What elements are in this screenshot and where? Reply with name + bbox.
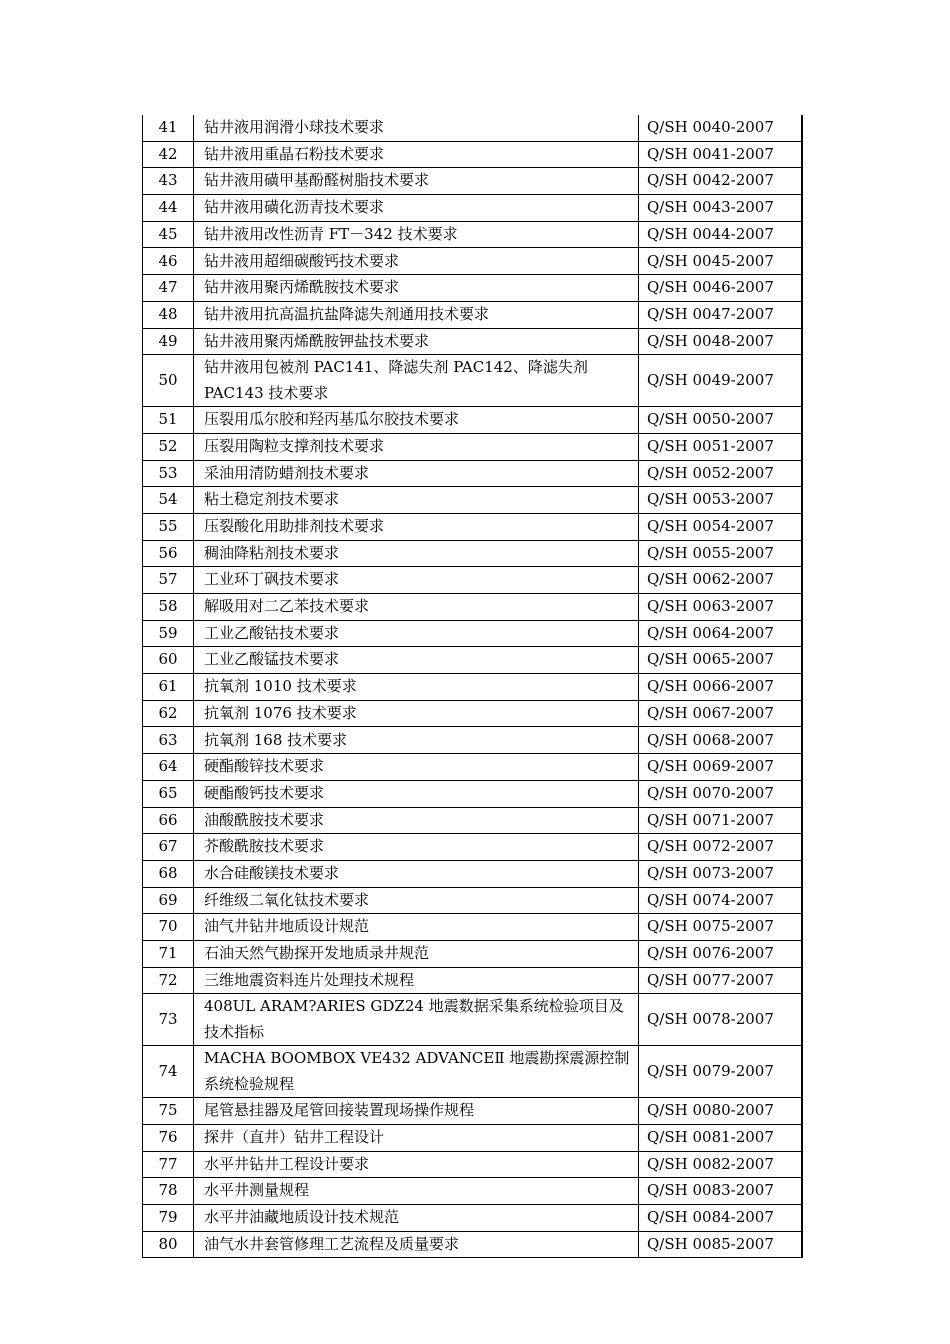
table-row [143,567,803,594]
standard-code: Q/SH 0064-2007 [639,620,803,647]
table-row [143,487,803,514]
standard-name: 油酸酰胺技术要求 [194,807,639,834]
table-row [143,513,803,540]
row-number: 47 [143,275,194,302]
table-row [143,700,803,727]
table-row [143,754,803,781]
row-number: 78 [143,1178,194,1205]
row-number: 69 [143,887,194,914]
standard-code: Q/SH 0054-2007 [639,513,803,540]
table-row [143,780,803,807]
row-number: 62 [143,700,194,727]
row-number: 79 [143,1205,194,1232]
standard-code: Q/SH 0082-2007 [639,1151,803,1178]
row-number: 72 [143,967,194,994]
standard-code: Q/SH 0072-2007 [639,834,803,861]
standard-name: 钻井液用超细碳酸钙技术要求 [194,248,639,275]
table-row [143,115,803,141]
table-row [143,407,803,434]
standard-code: Q/SH 0049-2007 [639,355,803,407]
table-row [143,1098,803,1125]
standard-name: 探井（直井）钻井工程设计 [194,1125,639,1152]
standard-code: Q/SH 0048-2007 [639,328,803,355]
standard-code: Q/SH 0069-2007 [639,754,803,781]
table-row [143,168,803,195]
standard-code: Q/SH 0046-2007 [639,275,803,302]
standard-name: 钻井液用抗高温抗盐降滤失剂通用技术要求 [194,301,639,328]
row-number: 55 [143,513,194,540]
standard-code: Q/SH 0079-2007 [639,1046,803,1098]
row-number: 54 [143,487,194,514]
standard-code: Q/SH 0068-2007 [639,727,803,754]
table-row [143,248,803,275]
row-number: 63 [143,727,194,754]
row-number: 42 [143,141,194,168]
standard-code: Q/SH 0062-2007 [639,567,803,594]
standard-name: 抗氧剂 168 技术要求 [194,727,639,754]
standard-code: Q/SH 0066-2007 [639,674,803,701]
standard-name: 压裂用陶粒支撑剂技术要求 [194,433,639,460]
table-row [143,1205,803,1232]
table-row [143,1125,803,1152]
row-number: 44 [143,195,194,222]
table-row [143,914,803,941]
row-number: 65 [143,780,194,807]
table-row [143,620,803,647]
standard-code: Q/SH 0065-2007 [639,647,803,674]
table-row [143,355,803,407]
standard-code: Q/SH 0080-2007 [639,1098,803,1125]
standard-code: Q/SH 0053-2007 [639,487,803,514]
standard-name: 硬酯酸锌技术要求 [194,754,639,781]
standard-name: 硬酯酸钙技术要求 [194,780,639,807]
table-row [143,727,803,754]
standard-name: 采油用清防蜡剂技术要求 [194,460,639,487]
standard-code: Q/SH 0084-2007 [639,1205,803,1232]
table-row [143,967,803,994]
standard-code: Q/SH 0085-2007 [639,1231,803,1258]
row-number: 80 [143,1231,194,1258]
standard-name: 三维地震资料连片处理技术规程 [194,967,639,994]
standard-code: Q/SH 0075-2007 [639,914,803,941]
standard-name: 水平井测量规程 [194,1178,639,1205]
table-row [143,594,803,621]
row-number: 58 [143,594,194,621]
standard-name: 工业环丁砜技术要求 [194,567,639,594]
standard-name: 钻井液用聚丙烯酰胺技术要求 [194,275,639,302]
standard-code: Q/SH 0070-2007 [639,780,803,807]
row-number: 66 [143,807,194,834]
standard-code: Q/SH 0050-2007 [639,407,803,434]
standard-name: 工业乙酸钴技术要求 [194,620,639,647]
standard-code: Q/SH 0063-2007 [639,594,803,621]
standard-name: 纤维级二氧化钛技术要求 [194,887,639,914]
row-number: 43 [143,168,194,195]
standard-name: 抗氧剂 1076 技术要求 [194,700,639,727]
standard-name: 钻井液用润滑小球技术要求 [194,115,639,141]
table-row [143,1178,803,1205]
standard-name: 水平井钻井工程设计要求 [194,1151,639,1178]
table-row [143,940,803,967]
table-row [143,301,803,328]
row-number: 57 [143,567,194,594]
row-number: 52 [143,433,194,460]
table-row [143,221,803,248]
table-row [143,1046,803,1098]
standard-code: Q/SH 0078-2007 [639,994,803,1046]
table-row [143,674,803,701]
standard-name: 尾管悬挂器及尾管回接装置现场操作规程 [194,1098,639,1125]
row-number: 59 [143,620,194,647]
table-row [143,328,803,355]
row-number: 68 [143,860,194,887]
row-number: 61 [143,674,194,701]
standard-code: Q/SH 0040-2007 [639,115,803,141]
standard-code: Q/SH 0051-2007 [639,433,803,460]
standard-code: Q/SH 0052-2007 [639,460,803,487]
row-number: 67 [143,834,194,861]
table-row [143,195,803,222]
standard-name: 油气水井套管修理工艺流程及质量要求 [194,1231,639,1258]
standard-name: 工业乙酸锰技术要求 [194,647,639,674]
standard-name: 水平井油藏地质设计技术规范 [194,1205,639,1232]
row-number: 41 [143,115,194,141]
row-number: 75 [143,1098,194,1125]
row-number: 49 [143,328,194,355]
standard-code: Q/SH 0081-2007 [639,1125,803,1152]
table-row [143,807,803,834]
table-row [143,1231,803,1258]
standard-name: 钻井液用磺甲基酚醛树脂技术要求 [194,168,639,195]
row-number: 60 [143,647,194,674]
standard-name: 芥酸酰胺技术要求 [194,834,639,861]
standard-name: 钻井液用重晶石粉技术要求 [194,141,639,168]
table-row [143,860,803,887]
row-number: 56 [143,540,194,567]
standard-code: Q/SH 0055-2007 [639,540,803,567]
standard-code: Q/SH 0042-2007 [639,168,803,195]
standard-name: 压裂酸化用助排剂技术要求 [194,513,639,540]
standard-name: 水合硅酸镁技术要求 [194,860,639,887]
table-row [143,994,803,1046]
table-row [143,887,803,914]
table-row [143,433,803,460]
row-number: 71 [143,940,194,967]
table-row [143,647,803,674]
table-row [143,275,803,302]
row-number: 77 [143,1151,194,1178]
row-number: 70 [143,914,194,941]
standard-name: MACHA BOOMBOX VE432 ADVANCEⅡ 地震勘探震源控制系统检验规程 [194,1046,639,1098]
standard-code: Q/SH 0071-2007 [639,807,803,834]
standard-name: 压裂用瓜尔胶和羟丙基瓜尔胶技术要求 [194,407,639,434]
standard-name: 稠油降粘剂技术要求 [194,540,639,567]
row-number: 53 [143,460,194,487]
table-row [143,141,803,168]
standard-name: 钻井液用磺化沥青技术要求 [194,195,639,222]
row-number: 64 [143,754,194,781]
row-number: 45 [143,221,194,248]
standard-name: 钻井液用聚丙烯酰胺钾盐技术要求 [194,328,639,355]
table-row [143,834,803,861]
table-row [143,1151,803,1178]
row-number: 74 [143,1046,194,1098]
standards-table-body [143,115,803,1258]
standard-code: Q/SH 0041-2007 [639,141,803,168]
standard-code: Q/SH 0077-2007 [639,967,803,994]
standard-name: 钻井液用包被剂 PAC141、降滤失剂 PAC142、降滤失剂 PAC143 技术要求 [194,355,639,407]
row-number: 76 [143,1125,194,1152]
row-number: 73 [143,994,194,1046]
standard-name: 粘土稳定剂技术要求 [194,487,639,514]
standard-code: Q/SH 0083-2007 [639,1178,803,1205]
standard-code: Q/SH 0043-2007 [639,195,803,222]
standard-name: 油气井钻井地质设计规范 [194,914,639,941]
standard-code: Q/SH 0047-2007 [639,301,803,328]
standard-code: Q/SH 0073-2007 [639,860,803,887]
standard-code: Q/SH 0045-2007 [639,248,803,275]
row-number: 48 [143,301,194,328]
standard-name: 解吸用对二乙苯技术要求 [194,594,639,621]
standards-table [142,115,803,1258]
standard-code: Q/SH 0067-2007 [639,700,803,727]
standard-name: 钻井液用改性沥青 FT－342 技术要求 [194,221,639,248]
standard-code: Q/SH 0044-2007 [639,221,803,248]
standard-name: 抗氧剂 1010 技术要求 [194,674,639,701]
standard-code: Q/SH 0076-2007 [639,940,803,967]
standard-code: Q/SH 0074-2007 [639,887,803,914]
row-number: 46 [143,248,194,275]
standard-name: 石油天然气勘探开发地质录井规范 [194,940,639,967]
standard-name: 408UL ARAM?ARIES GDZ24 地震数据采集系统检验项目及技术指标 [194,994,639,1046]
table-row [143,460,803,487]
table-row [143,540,803,567]
row-number: 50 [143,355,194,407]
row-number: 51 [143,407,194,434]
